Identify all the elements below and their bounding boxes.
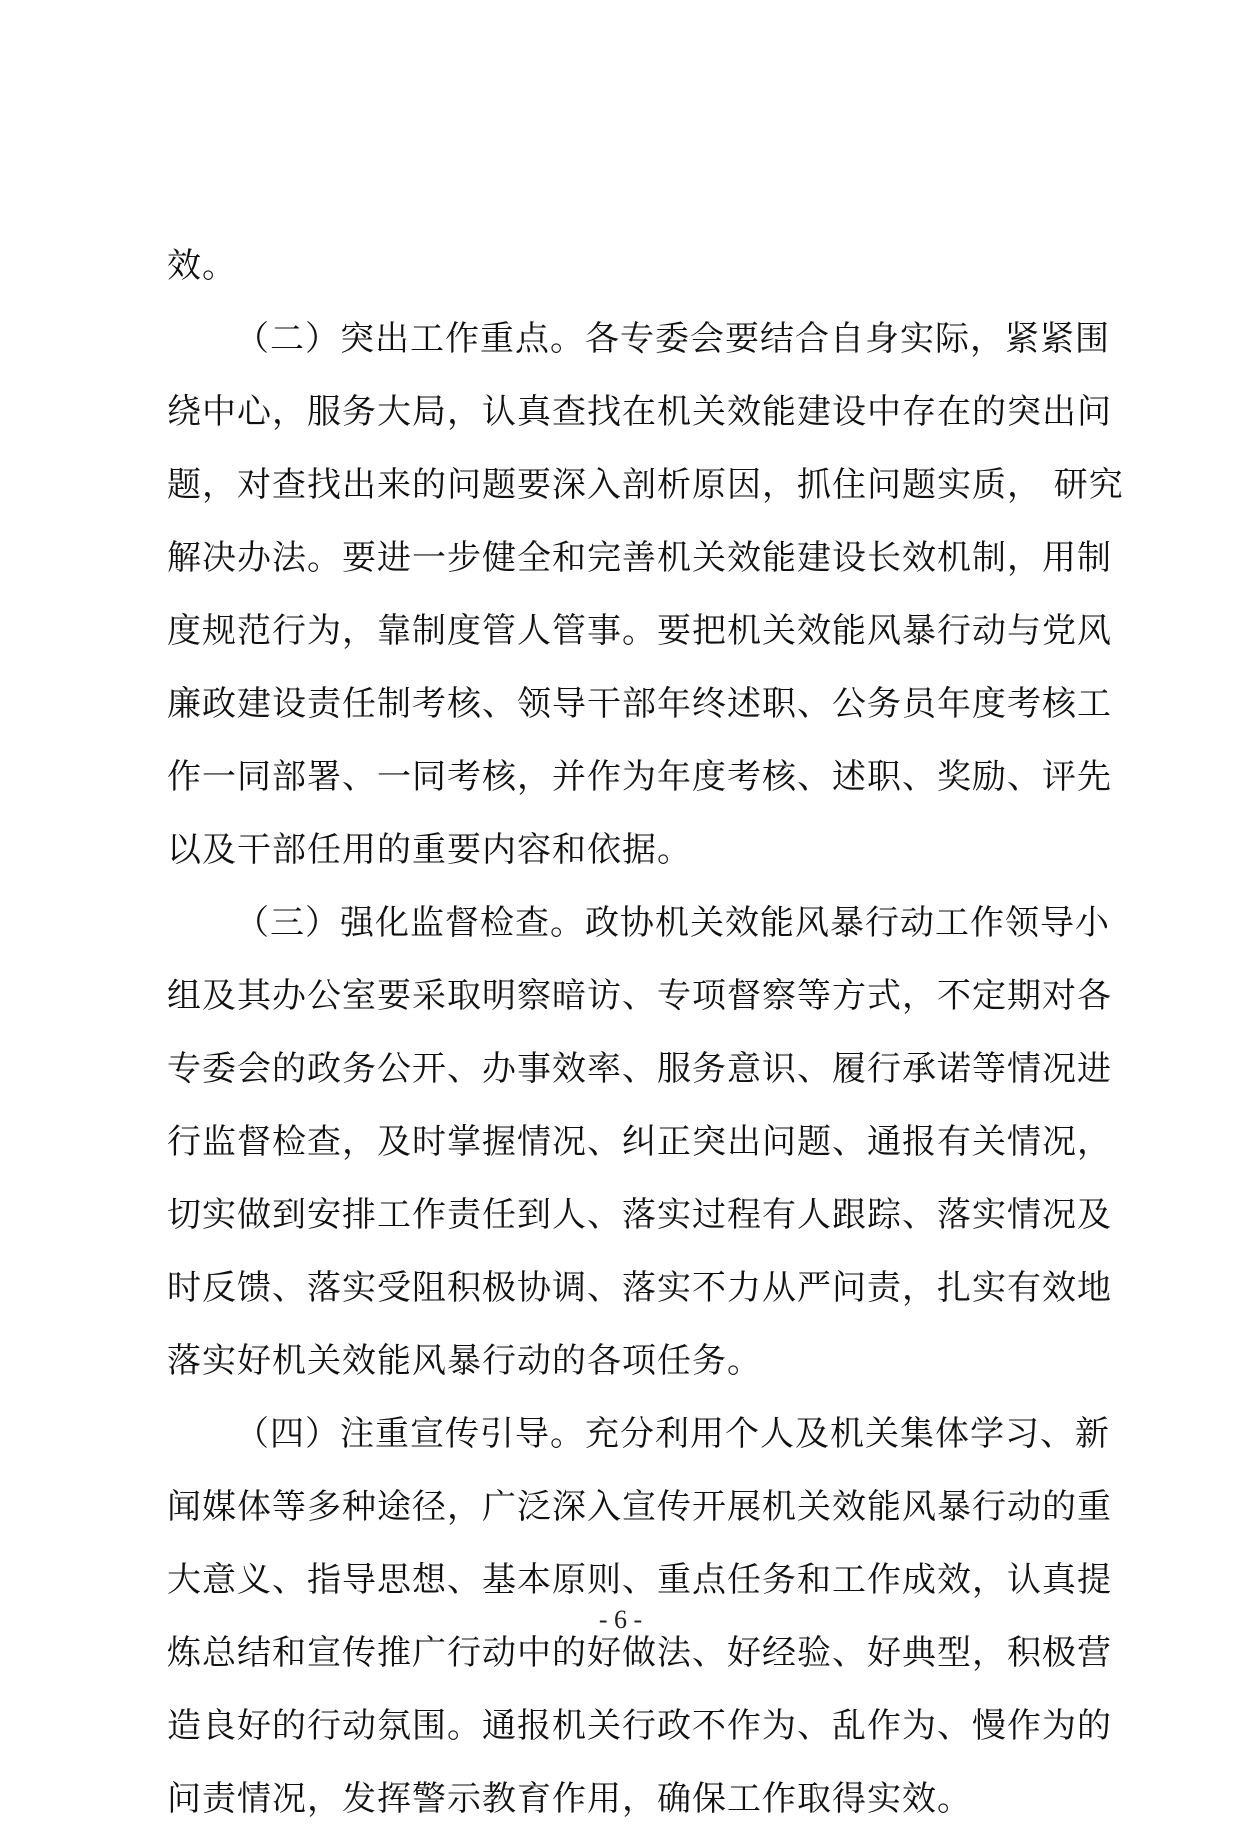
text-line: 落实好机关效能风暴行动的各项任务。 [167,1341,762,1381]
text-line: 题，对查找出来的问题要深入剖析原因，抓住问题实质， 研究 [167,465,1124,505]
section-2-heading-line: （二）突出工作重点。各专委会要结合自身实际，紧紧围 [235,319,1110,359]
text-line: 廉政建设责任制考核、领导干部年终述职、公务员年度考核工 [167,684,1112,724]
text-line: 专委会的政务公开、办事效率、服务意识、履行承诺等情况进 [167,1049,1112,1089]
page-number: - 6 - [598,1605,643,1634]
body-text [167,230,1124,1836]
section-3-heading-line: （三）强化监督检查。政协机关效能风暴行动工作领导小 [235,903,1110,943]
text-line: 组及其办公室要采取明察暗访、专项督察等方式，不定期对各 [167,976,1112,1016]
text-line: 绕中心，服务大局，认真查找在机关效能建设中存在的突出问 [167,392,1112,432]
text-line: 度规范行为，靠制度管人管事。要把机关效能风暴行动与党风 [167,611,1112,651]
section-4-heading-line: （四）注重宣传引导。充分利用个人及机关集体学习、新 [235,1414,1110,1454]
text-line: 以及干部任用的重要内容和依据。 [167,830,692,870]
text-line: 炼总结和宣传推广行动中的好做法、好经验、好典型，积极营 [167,1633,1112,1673]
text-line: 造良好的行动氛围。通报机关行政不作为、乱作为、慢作为的 [167,1706,1112,1746]
text-line: 时反馈、落实受阻积极协调、落实不力从严问责，扎实有效地 [167,1268,1112,1308]
text-line: 切实做到安排工作责任到人、落实过程有人跟踪、落实情况及 [167,1195,1112,1235]
text-line: 闻媒体等多种途径，广泛深入宣传开展机关效能风暴行动的重 [167,1487,1112,1527]
text-line: 解决办法。要进一步健全和完善机关效能建设长效机制，用制 [167,538,1112,578]
text-line: 效。 [167,246,237,286]
text-line: 问责情况，发挥警示教育作用，确保工作取得实效。 [167,1779,972,1819]
text-line: 行监督检查，及时掌握情况、纠正突出问题、通报有关情况， [167,1122,1112,1162]
text-line: 大意义、指导思想、基本原则、重点任务和工作成效，认真提 [167,1560,1112,1600]
text-line: 作一同部署、一同考核，并作为年度考核、述职、奖励、评先 [167,757,1112,797]
